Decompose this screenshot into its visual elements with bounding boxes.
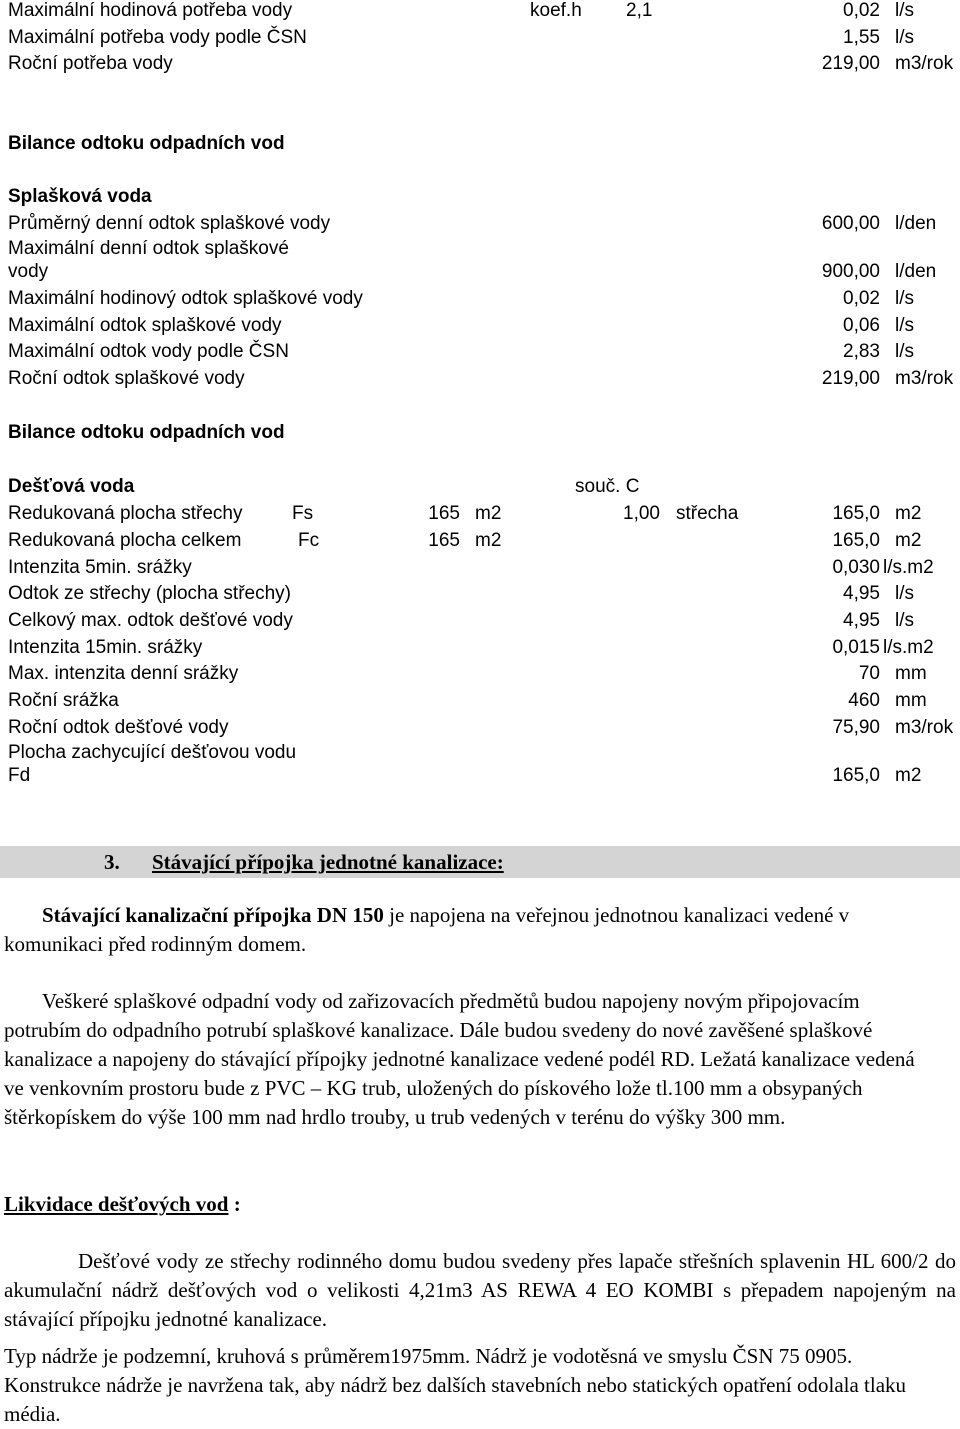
demand-csn-unit: l/s [895,27,914,48]
sewage-row-unit: l/den [895,213,937,234]
sewage-row-unit: l/s [895,288,914,309]
rain-row-unit: l/s [895,610,914,631]
rain-row-label: Celkový max. odtok dešťové vody [8,610,293,631]
demand-annual-label: Roční potřeba vody [8,53,173,74]
sewage-row-value: 900,00 [821,261,880,282]
sewage-row-value: 600,00 [821,213,880,234]
rain-row-value: 4,95 [843,583,880,604]
sewage-row-unit: l/s [895,315,914,336]
demand-csn-label: Maximální potřeba vody podle ČSN [8,27,307,48]
demand-annual-value: 219,00 [821,53,880,74]
sewage-subheading: Splašková voda [8,186,152,207]
sewage-row-label-line2: vody [8,261,49,282]
rain-row-unit: l/s.m2 [883,637,934,658]
section-3-paragraph-1 [4,901,944,959]
rain-total-label: Redukovaná plocha celkem [8,530,242,551]
sewage-row-value: 0,02 [843,288,880,309]
rain-row-value: 4,95 [843,610,880,631]
sewage-row-value: 2,83 [843,341,880,362]
rain-row-unit: mm [895,663,927,684]
demand-annual-unit: m3/rok [895,53,954,74]
rain-last-unit: m2 [895,765,922,786]
sewage-row-unit: l/den [895,261,937,282]
sewage-heading: Bilance odtoku odpadních vod [8,133,285,154]
sewage-row-value: 219,00 [821,368,880,389]
rain-row-unit: mm [895,690,927,711]
rain-row-unit: m3/rok [895,717,954,738]
rain-last-label-line2: Fd [8,765,31,786]
rainwater-disposal-paragraph-1: Dešťové vody ze střechy rodinného domu budou svedeny přes lapače střešních splavenin HL 600/2 do akumulační nádrž dešťových vod o velikosti 4,21m3 AS REWA 4 EO KOMBI s přepadem napojeným na stávající přípojku jednotné kanalizace. [4,1249,956,1331]
demand-max-hourly-value: 0,02 [843,0,880,21]
rainwater-disposal-title: Likvidace dešťových vod [4,1192,229,1216]
rain-total-value: 165,0 [832,530,880,551]
rain-roof-symbol: Fs [292,503,314,524]
rain-total-unit: m2 [895,530,922,551]
rain-roof-label: Redukovaná plocha střechy [8,503,243,524]
section-3-number: 3. [104,850,120,874]
rain-row-value: 0,015 [832,637,880,658]
rain-roof-value: 165,0 [832,503,880,524]
rain-roof-unit: m2 [895,503,922,524]
rain-last-value: 165,0 [832,765,880,786]
demand-coef-value: 2,1 [626,0,653,21]
rain-row-value: 75,90 [832,717,880,738]
rain-row-label: Odtok ze střechy (plocha střechy) [8,583,291,604]
sewage-row-label: Průměrný denní odtok splaškové vody [8,213,331,234]
rain-row-unit: l/s [895,583,914,604]
rain-heading: Bilance odtoku odpadních vod [8,422,285,443]
demand-csn-value: 1,55 [843,27,880,48]
rain-coef-header: souč. C [575,476,640,497]
rain-row-label: Roční srážka [8,690,119,711]
rainwater-disposal-paragraph-2: Typ nádrže je podzemní, kruhová s průměrem1975mm. Nádrž je vodotěsná ve smyslu ČSN 75 0905. Konstrukce nádrže je navržena tak, aby nádrž bez dalších stavebních nebo statických opatření odolala tlaku média. [4,1344,907,1426]
rain-row-label: Roční odtok dešťové vody [8,717,229,738]
sewage-row-unit: l/s [895,341,914,362]
sewage-row-label: Roční odtok splaškové vody [8,368,245,389]
demand-coef-label: koef.h [530,0,582,21]
rain-roof-area-unit: m2 [475,503,502,524]
sewage-row-label: Maximální hodinový odtok splaškové vody [8,288,363,309]
sewage-row-label: Maximální odtok vody podle ČSN [8,341,289,362]
section-3-paragraph-1-bold: Stávající kanalizační přípojka DN 150 [42,903,384,927]
rain-row-unit: l/s.m2 [883,557,934,578]
rain-row-label: Intenzita 15min. srážky [8,637,203,658]
rain-roof-type: střecha [676,503,739,524]
rainwater-disposal-title-suffix: : [228,1192,241,1216]
rainwater-disposal-heading [4,1190,241,1219]
section-3-title: Stávající přípojka jednotné kanalizace: [152,850,504,874]
section-3-paragraph-2: Veškeré splaškové odpadní vody od zařizovacích předmětů budou napojeny novým připojovacím potrubím do odpadního potrubí splaškové kanalizace. Dále budou svedeny do nové zavěšené splaškové kanalizace a napojeny do stávající přípojky jednotné kanalizace vedené podél RD. Ležatá kanalizace vedená ve venkovním prostoru bude z PVC – KG trub, uložených do pískového lože tl.100 mm a obsypaných štěrkopískem do výše 100 mm nad hrdlo trouby, u trub vedených v terénu do výšky 300 mm. [4,989,915,1129]
rain-row-label: Max. intenzita denní srážky [8,663,239,684]
section-3-paragraph-1-text: je napojena na veřejnou jednotnou kanalizaci vedené v komunikaci před rodinným domem. [4,903,850,956]
sewage-row-label-line1: Maximální denní odtok splaškové [8,238,289,259]
rain-roof-coef: 1,00 [623,503,660,524]
rain-subheading: Dešťová voda [8,476,135,497]
rain-row-value: 460 [848,690,880,711]
rain-row-value: 0,030 [832,557,880,578]
demand-max-hourly-unit: l/s [895,0,914,21]
sewage-row-label: Maximální odtok splaškové vody [8,315,282,336]
sewage-row-unit: m3/rok [895,368,954,389]
rain-roof-area: 165 [428,503,460,524]
sewage-row-value: 0,06 [843,315,880,336]
demand-max-hourly-label: Maximální hodinová potřeba vody [8,0,293,21]
rain-total-area: 165 [428,530,460,551]
rain-last-label-line1: Plocha zachycující dešťovou vodu [8,742,297,763]
rain-total-area-unit: m2 [475,530,502,551]
rain-row-label: Intenzita 5min. srážky [8,557,192,578]
rain-total-symbol: Fc [298,530,320,551]
rain-row-value: 70 [858,663,880,684]
